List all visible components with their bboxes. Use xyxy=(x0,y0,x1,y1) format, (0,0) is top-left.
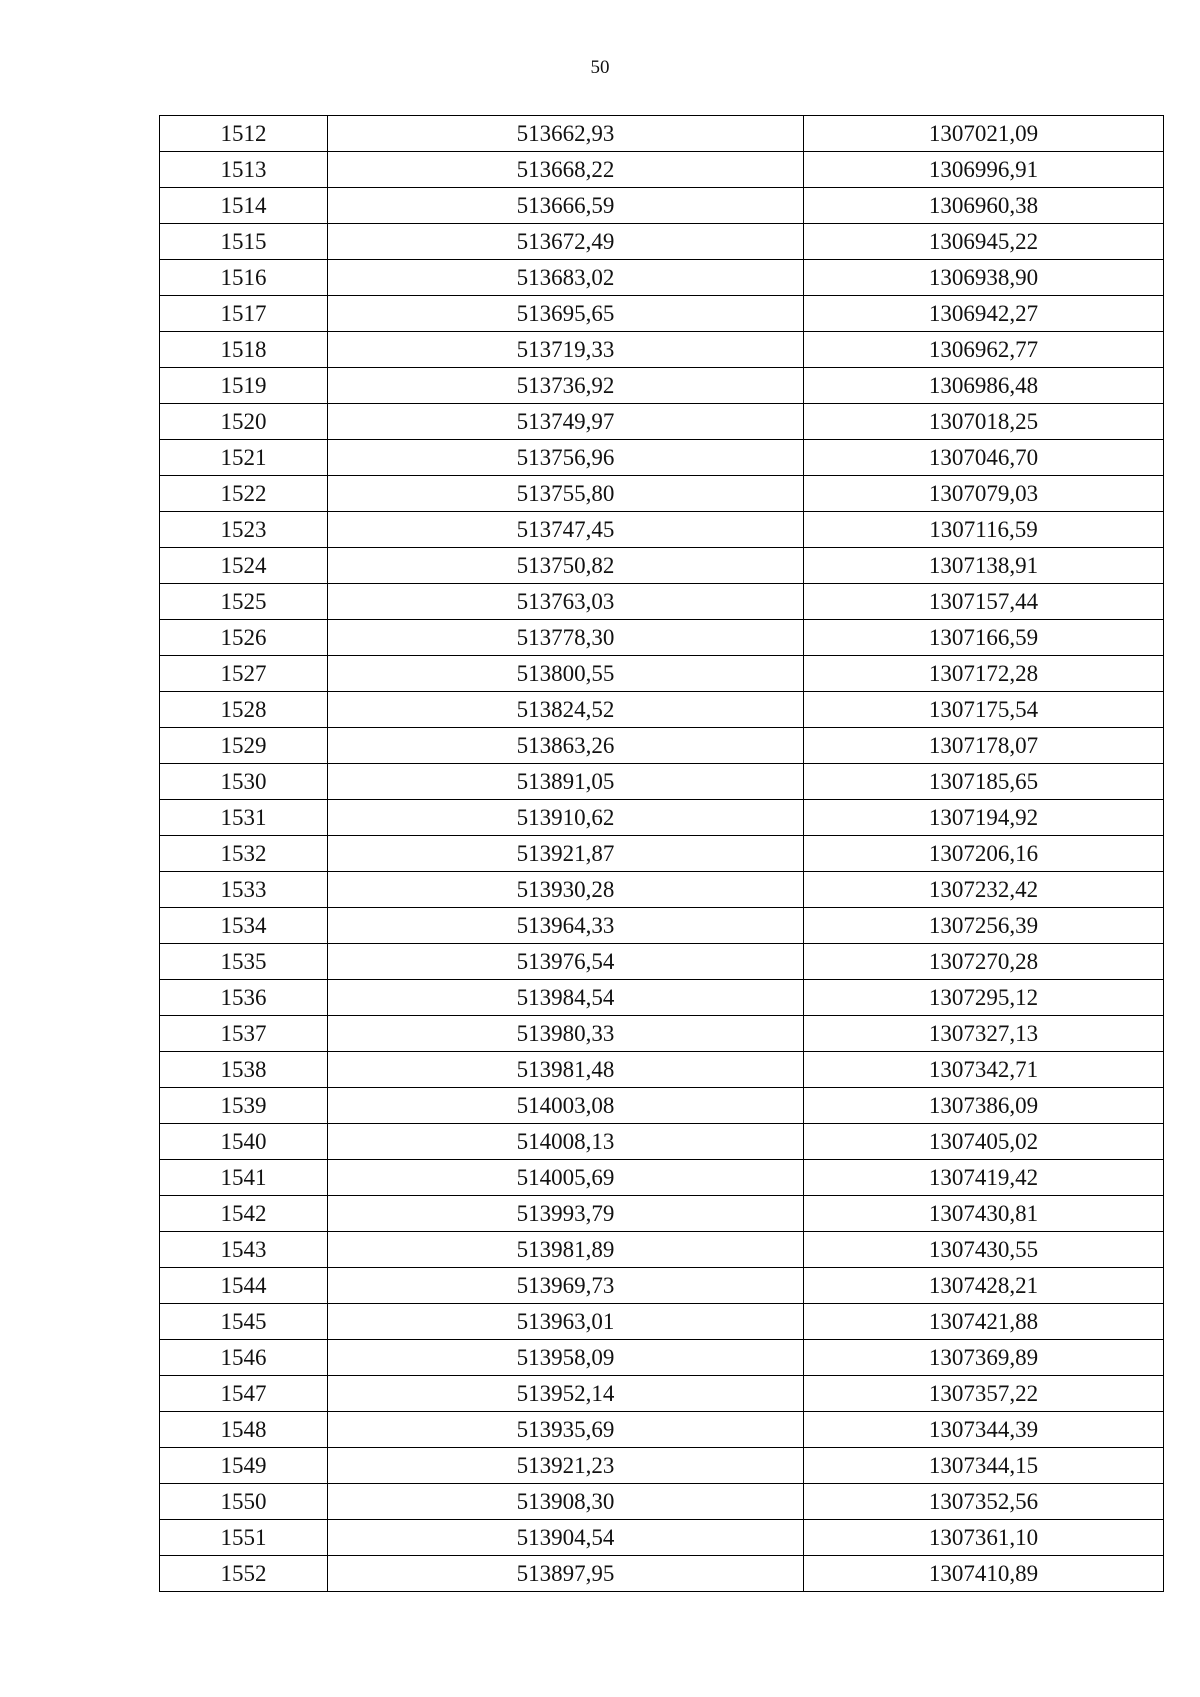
table-row xyxy=(160,1160,1164,1196)
y-coordinate-cell: 1307428,21 xyxy=(804,1268,1164,1304)
x-coordinate-cell: 513719,33 xyxy=(328,332,804,368)
y-coordinate-cell: 1306996,91 xyxy=(804,152,1164,188)
y-coordinate-cell: 1307344,39 xyxy=(804,1412,1164,1448)
table-row xyxy=(160,800,1164,836)
y-coordinate-cell: 1307018,25 xyxy=(804,404,1164,440)
table-row xyxy=(160,944,1164,980)
point-number-cell: 1551 xyxy=(160,1520,328,1556)
x-coordinate-cell: 513672,49 xyxy=(328,224,804,260)
point-number-cell: 1529 xyxy=(160,728,328,764)
y-coordinate-cell: 1307386,09 xyxy=(804,1088,1164,1124)
y-coordinate-cell: 1306962,77 xyxy=(804,332,1164,368)
x-coordinate-cell: 513747,45 xyxy=(328,512,804,548)
x-coordinate-cell: 513736,92 xyxy=(328,368,804,404)
y-coordinate-cell: 1307157,44 xyxy=(804,584,1164,620)
x-coordinate-cell: 513910,62 xyxy=(328,800,804,836)
y-coordinate-cell: 1307175,54 xyxy=(804,692,1164,728)
table-row xyxy=(160,116,1164,152)
x-coordinate-cell: 513763,03 xyxy=(328,584,804,620)
x-coordinate-cell: 513935,69 xyxy=(328,1412,804,1448)
point-number-cell: 1540 xyxy=(160,1124,328,1160)
point-number-cell: 1550 xyxy=(160,1484,328,1520)
x-coordinate-cell: 513930,28 xyxy=(328,872,804,908)
point-number-cell: 1512 xyxy=(160,116,328,152)
table-row xyxy=(160,1520,1164,1556)
page-number: 50 xyxy=(590,57,610,78)
y-coordinate-cell: 1307410,89 xyxy=(804,1556,1164,1592)
table-row xyxy=(160,1448,1164,1484)
y-coordinate-cell: 1307327,13 xyxy=(804,1016,1164,1052)
point-number-cell: 1533 xyxy=(160,872,328,908)
point-number-cell: 1525 xyxy=(160,584,328,620)
y-coordinate-cell: 1307021,09 xyxy=(804,116,1164,152)
x-coordinate-cell: 513824,52 xyxy=(328,692,804,728)
table-row xyxy=(160,1016,1164,1052)
y-coordinate-cell: 1306942,27 xyxy=(804,296,1164,332)
point-number-cell: 1543 xyxy=(160,1232,328,1268)
point-number-cell: 1547 xyxy=(160,1376,328,1412)
table-row xyxy=(160,1232,1164,1268)
x-coordinate-cell: 513897,95 xyxy=(328,1556,804,1592)
y-coordinate-cell: 1307194,92 xyxy=(804,800,1164,836)
y-coordinate-cell: 1306986,48 xyxy=(804,368,1164,404)
y-coordinate-cell: 1307405,02 xyxy=(804,1124,1164,1160)
x-coordinate-cell: 513921,87 xyxy=(328,836,804,872)
table-row xyxy=(160,152,1164,188)
table-row xyxy=(160,620,1164,656)
x-coordinate-cell: 513952,14 xyxy=(328,1376,804,1412)
y-coordinate-cell: 1307138,91 xyxy=(804,548,1164,584)
y-coordinate-cell: 1306938,90 xyxy=(804,260,1164,296)
table-row xyxy=(160,764,1164,800)
table-row xyxy=(160,1124,1164,1160)
point-number-cell: 1523 xyxy=(160,512,328,548)
y-coordinate-cell: 1307166,59 xyxy=(804,620,1164,656)
y-coordinate-cell: 1307206,16 xyxy=(804,836,1164,872)
point-number-cell: 1518 xyxy=(160,332,328,368)
x-coordinate-cell: 513976,54 xyxy=(328,944,804,980)
x-coordinate-cell: 514008,13 xyxy=(328,1124,804,1160)
table-row xyxy=(160,1556,1164,1592)
x-coordinate-cell: 513908,30 xyxy=(328,1484,804,1520)
point-number-cell: 1544 xyxy=(160,1268,328,1304)
table-row xyxy=(160,332,1164,368)
point-number-cell: 1513 xyxy=(160,152,328,188)
point-number-cell: 1520 xyxy=(160,404,328,440)
y-coordinate-cell: 1307270,28 xyxy=(804,944,1164,980)
x-coordinate-cell: 513749,97 xyxy=(328,404,804,440)
y-coordinate-cell: 1307430,55 xyxy=(804,1232,1164,1268)
coordinates-table-body xyxy=(160,116,1164,1592)
y-coordinate-cell: 1307352,56 xyxy=(804,1484,1164,1520)
y-coordinate-cell: 1307046,70 xyxy=(804,440,1164,476)
table-row xyxy=(160,440,1164,476)
y-coordinate-cell: 1307357,22 xyxy=(804,1376,1164,1412)
table-row xyxy=(160,1484,1164,1520)
coordinates-table xyxy=(159,115,1164,1592)
x-coordinate-cell: 513963,01 xyxy=(328,1304,804,1340)
table-row xyxy=(160,548,1164,584)
y-coordinate-cell: 1307430,81 xyxy=(804,1196,1164,1232)
y-coordinate-cell: 1307172,28 xyxy=(804,656,1164,692)
x-coordinate-cell: 513683,02 xyxy=(328,260,804,296)
x-coordinate-cell: 513958,09 xyxy=(328,1340,804,1376)
point-number-cell: 1537 xyxy=(160,1016,328,1052)
y-coordinate-cell: 1307256,39 xyxy=(804,908,1164,944)
y-coordinate-cell: 1307419,42 xyxy=(804,1160,1164,1196)
x-coordinate-cell: 513969,73 xyxy=(328,1268,804,1304)
table-row xyxy=(160,656,1164,692)
x-coordinate-cell: 513921,23 xyxy=(328,1448,804,1484)
table-row xyxy=(160,260,1164,296)
y-coordinate-cell: 1307344,15 xyxy=(804,1448,1164,1484)
point-number-cell: 1514 xyxy=(160,188,328,224)
x-coordinate-cell: 513695,65 xyxy=(328,296,804,332)
x-coordinate-cell: 513891,05 xyxy=(328,764,804,800)
y-coordinate-cell: 1307178,07 xyxy=(804,728,1164,764)
table-row xyxy=(160,1304,1164,1340)
table-row xyxy=(160,728,1164,764)
y-coordinate-cell: 1307361,10 xyxy=(804,1520,1164,1556)
point-number-cell: 1549 xyxy=(160,1448,328,1484)
y-coordinate-cell: 1306945,22 xyxy=(804,224,1164,260)
point-number-cell: 1526 xyxy=(160,620,328,656)
x-coordinate-cell: 513756,96 xyxy=(328,440,804,476)
y-coordinate-cell: 1307421,88 xyxy=(804,1304,1164,1340)
point-number-cell: 1532 xyxy=(160,836,328,872)
point-number-cell: 1552 xyxy=(160,1556,328,1592)
point-number-cell: 1542 xyxy=(160,1196,328,1232)
table-row xyxy=(160,224,1164,260)
point-number-cell: 1535 xyxy=(160,944,328,980)
table-row xyxy=(160,368,1164,404)
x-coordinate-cell: 513668,22 xyxy=(328,152,804,188)
table-row xyxy=(160,1340,1164,1376)
y-coordinate-cell: 1307295,12 xyxy=(804,980,1164,1016)
x-coordinate-cell: 513863,26 xyxy=(328,728,804,764)
x-coordinate-cell: 513984,54 xyxy=(328,980,804,1016)
table-row xyxy=(160,584,1164,620)
point-number-cell: 1527 xyxy=(160,656,328,692)
table-row xyxy=(160,296,1164,332)
x-coordinate-cell: 513800,55 xyxy=(328,656,804,692)
x-coordinate-cell: 513981,89 xyxy=(328,1232,804,1268)
table-row xyxy=(160,1088,1164,1124)
point-number-cell: 1524 xyxy=(160,548,328,584)
point-number-cell: 1538 xyxy=(160,1052,328,1088)
point-number-cell: 1528 xyxy=(160,692,328,728)
point-number-cell: 1531 xyxy=(160,800,328,836)
x-coordinate-cell: 514003,08 xyxy=(328,1088,804,1124)
x-coordinate-cell: 513980,33 xyxy=(328,1016,804,1052)
x-coordinate-cell: 513964,33 xyxy=(328,908,804,944)
table-row xyxy=(160,512,1164,548)
point-number-cell: 1534 xyxy=(160,908,328,944)
point-number-cell: 1522 xyxy=(160,476,328,512)
point-number-cell: 1546 xyxy=(160,1340,328,1376)
table-row xyxy=(160,980,1164,1016)
table-row xyxy=(160,188,1164,224)
point-number-cell: 1541 xyxy=(160,1160,328,1196)
y-coordinate-cell: 1307342,71 xyxy=(804,1052,1164,1088)
point-number-cell: 1519 xyxy=(160,368,328,404)
x-coordinate-cell: 514005,69 xyxy=(328,1160,804,1196)
y-coordinate-cell: 1307079,03 xyxy=(804,476,1164,512)
table-row xyxy=(160,1376,1164,1412)
table-row xyxy=(160,692,1164,728)
x-coordinate-cell: 513981,48 xyxy=(328,1052,804,1088)
point-number-cell: 1515 xyxy=(160,224,328,260)
table-row xyxy=(160,908,1164,944)
x-coordinate-cell: 513662,93 xyxy=(328,116,804,152)
point-number-cell: 1548 xyxy=(160,1412,328,1448)
x-coordinate-cell: 513778,30 xyxy=(328,620,804,656)
y-coordinate-cell: 1307185,65 xyxy=(804,764,1164,800)
y-coordinate-cell: 1307369,89 xyxy=(804,1340,1164,1376)
table-row xyxy=(160,1412,1164,1448)
table-row xyxy=(160,476,1164,512)
point-number-cell: 1539 xyxy=(160,1088,328,1124)
point-number-cell: 1521 xyxy=(160,440,328,476)
table-row xyxy=(160,404,1164,440)
table-row xyxy=(160,1268,1164,1304)
table-row xyxy=(160,836,1164,872)
x-coordinate-cell: 513666,59 xyxy=(328,188,804,224)
x-coordinate-cell: 513993,79 xyxy=(328,1196,804,1232)
table-row xyxy=(160,1052,1164,1088)
y-coordinate-cell: 1307232,42 xyxy=(804,872,1164,908)
point-number-cell: 1516 xyxy=(160,260,328,296)
table-row xyxy=(160,1196,1164,1232)
y-coordinate-cell: 1307116,59 xyxy=(804,512,1164,548)
y-coordinate-cell: 1306960,38 xyxy=(804,188,1164,224)
point-number-cell: 1536 xyxy=(160,980,328,1016)
x-coordinate-cell: 513755,80 xyxy=(328,476,804,512)
table-row xyxy=(160,872,1164,908)
point-number-cell: 1517 xyxy=(160,296,328,332)
point-number-cell: 1545 xyxy=(160,1304,328,1340)
x-coordinate-cell: 513904,54 xyxy=(328,1520,804,1556)
point-number-cell: 1530 xyxy=(160,764,328,800)
x-coordinate-cell: 513750,82 xyxy=(328,548,804,584)
